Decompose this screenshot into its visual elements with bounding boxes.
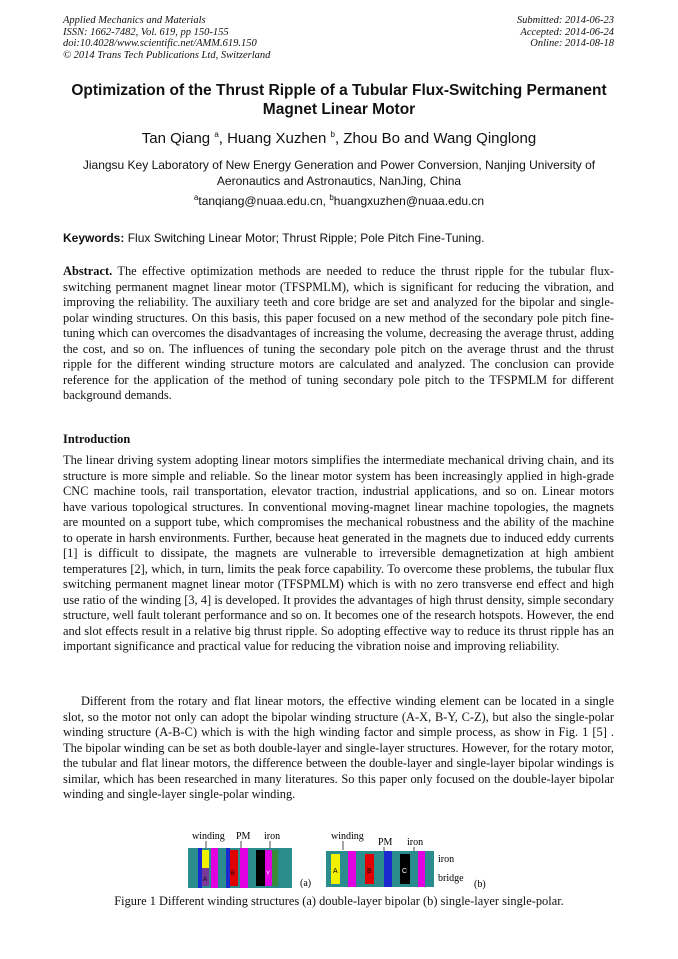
fig-b-slot-a: A: [333, 868, 338, 875]
section-heading-introduction: Introduction: [63, 432, 131, 446]
figure-1-winding-structures: [188, 829, 500, 891]
fig-b-slot-b: B: [367, 868, 372, 875]
fig-a-pm-label: PM: [236, 831, 251, 842]
abstract: [63, 264, 614, 404]
intro-paragraph-2: Different from the rotary and flat linear motors, the effective winding element can be located in a single slot, so the motor not only can adopt the bipolar winding structure (A-X, B-Y, C-Z), but also the single-polar winding structure (A-B-C) which is with the high winding factor and simple process, as show in Fig. 1 [5] . The bipolar winding can be set as both double-layer and single-layer structures. However, for the rotary motor, the tubular and flat linear motors, the difference between the double-layer and single-layer bipolar windings is similar, which has been researched in many literatures. So this paper only focused on the double-layer bipolar winding and single-layer single-polar winding.: [63, 694, 614, 801]
email-b: huangxuzhen@nuaa.edu.cn: [333, 194, 485, 208]
abstract-text: The effective optimization methods are needed to reduce the thrust ripple for the tubular flux-switching permanent magnet linear motor (TFSPMLM), which is significant for reducing the vibration, and improving the reliability. The auxiliary teeth and core bridge are set and analyzed for the bipolar and single-polar winding structures. On this basis, this paper focused on a new method of the secondary pole pitch fine-tuning which can overcomes the disadvantages of increasing the volume, decreasing the average thrust, adding the cost, and so on. The influences of tuning the secondary pole pitch on the average thrust and the thrust ripple for the different winding structure motors are calculated and analyzed. The conclusion can provide reference for the application of the method of tuning secondary pole pitch to the TFSPMLM for different background demands.: [63, 264, 614, 402]
keywords-label: Keywords:: [63, 231, 125, 245]
issn-line: ISSN: 1662-7482, Vol. 619, pp 150-155: [63, 26, 229, 38]
author-1-mark: a: [214, 130, 219, 139]
accepted-date: Accepted: 2014-06-24: [520, 26, 614, 38]
fig-b-winding-label: winding: [331, 831, 364, 842]
email-a-mark: a: [193, 193, 199, 202]
affiliation: [50, 157, 628, 189]
title-line-1: Optimization of the Thrust Ripple of a Tubular Flux-Switching Permanent: [71, 82, 607, 99]
fig-a-winding-label: winding: [192, 831, 225, 842]
fig-a-tag: (a): [300, 878, 312, 889]
online-date: Online: 2014-08-18: [530, 38, 614, 49]
keywords-text: Flux Switching Linear Motor; Thrust Ripple; Pole Pitch Fine-Tuning.: [124, 231, 485, 245]
affiliation-line-1: Jiangsu Key Laboratory of New Energy Generation and Power Conversion, Nanjing University of: [82, 158, 596, 172]
keywords: [63, 231, 485, 245]
fig-a-pm-1: [211, 848, 218, 888]
fig-b-iron-label-2: iron: [438, 854, 455, 865]
affiliation-line-2: Aeronautics and Astronautics, NanJing, China: [216, 174, 462, 188]
fig-b-iron-label: iron: [407, 837, 424, 848]
journal-header-left: [63, 15, 270, 61]
email-b-mark: b: [329, 193, 334, 202]
fig-a-slot-b: B: [231, 871, 236, 877]
figure-1b-single-layer-single-polar: [326, 831, 486, 890]
fig-b-tag: (b): [474, 879, 486, 890]
journal-header-right: [517, 15, 614, 50]
author-2: , Huang Xuzhen: [218, 130, 331, 147]
intro-paragraph-1: The linear driving system adopting linear motors simplifies the intermediate mechanical driving chain, and its structure is more simple and reliable. So the linear motor system has been increasingly applied in high-grade CNC machine tools, rail transportation, elevator traction, industrial applications, and so on. Linear motors have various topological structures. In conventional moving-magnet linear machine topologies, the magnets are mounted on a support tube, which compromises the mechanical robustness and the ability of the machine to operate in harsh environments. Further, because heat generated in the magnets due to induced eddy currents [1] is difficult to dissipate, the magnets are vulnerable to irreversible demagnetization at high ambient temperatures [2], which, in turn, limits the peak force capability. To overcome these problems, the tubular flux switching permanent magnet linear motor (TFSPMLM) which is with no zero transverse end effect and high use ratio of the winding [3, 4] is developed. It provides the advantages of high thrust density, simple secondary structure, well fault tolerant performance and so on. It becomes one of the research hotspots. However, the end and slot effects result in a relative big thrust ripple. So adopting effective way to reduce its thrust ripple has an important significance and practical value for reducing the vibration noise and improving reliability.: [63, 453, 614, 653]
submitted-date: Submitted: 2014-06-23: [516, 15, 614, 26]
fig-a-iron-label: iron: [264, 831, 281, 842]
fig-a-slot-a: A: [203, 877, 208, 883]
figure-1a-double-layer-bipolar: [188, 831, 311, 889]
doi-line: doi:10.4028/www.scientific.net/AMM.619.150: [63, 38, 257, 49]
author-2-mark: b: [330, 130, 335, 139]
author-3-4: , Zhou Bo and Wang Qinglong: [334, 130, 537, 147]
copyright-line: © 2014 Trans Tech Publications Ltd, Switzerland: [63, 49, 271, 61]
figure-1-caption: Figure 1 Different winding structures (a) double-layer bipolar (b) single-layer single-polar.: [114, 894, 564, 908]
fig-b-bridge-label: bridge: [438, 873, 464, 884]
abstract-label: Abstract.: [63, 264, 113, 278]
journal-name: Applied Mechanics and Materials: [63, 15, 206, 26]
fig-b-pm-label: PM: [378, 837, 393, 848]
author-1: Tan Qiang: [141, 130, 215, 147]
fig-b-iron-core: [326, 851, 434, 887]
title-line-2: Magnet Linear Motor: [262, 101, 416, 118]
emails: [40, 193, 638, 208]
fig-a-slot-y: Y: [266, 871, 271, 877]
paper-title: [40, 81, 638, 119]
fig-b-pm-1: [348, 851, 356, 887]
fig-b-pm-2: [384, 851, 392, 887]
email-a: tanqiang@nuaa.edu.cn,: [198, 194, 330, 208]
fig-b-slot-c: C: [402, 868, 408, 875]
fig-a-pm-2: [240, 848, 248, 888]
author-list: [40, 130, 638, 147]
